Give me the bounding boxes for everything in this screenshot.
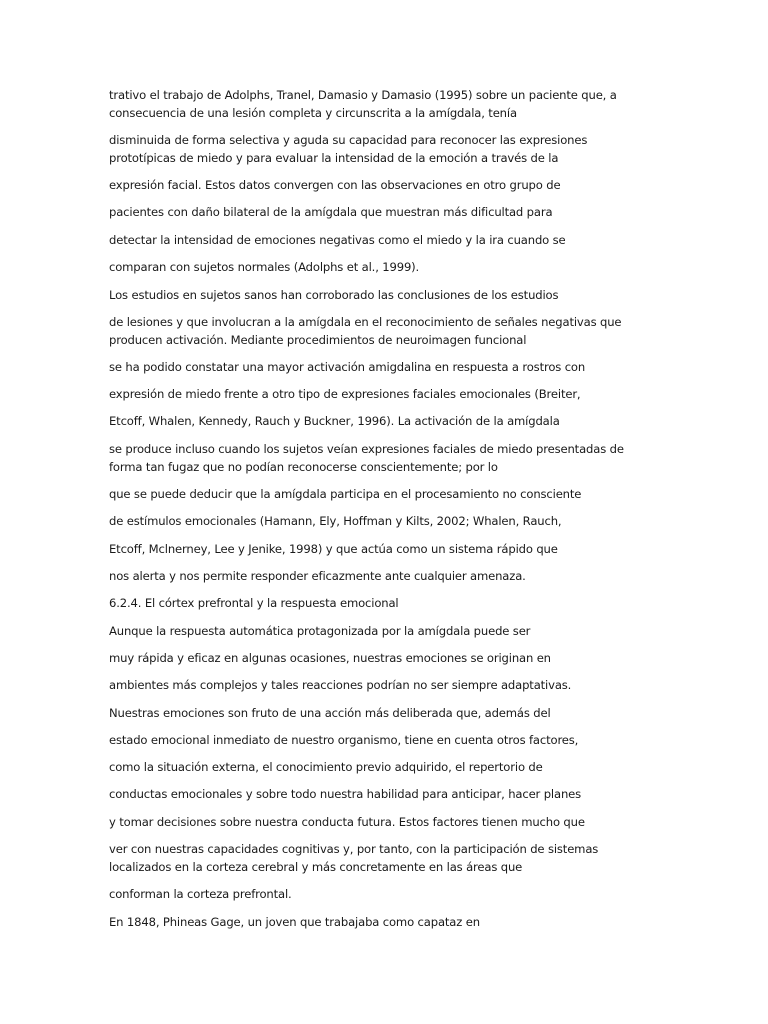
text-line: Etcoff, Whalen, Kennedy, Rauch y Buckner, 1996). La activación de la amígdala (109, 414, 560, 428)
text-line: Los estudios en sujetos sanos han corroborado las conclusiones de los estudios (109, 288, 559, 302)
text-line: ambientes más complejos y tales reacciones podrían no ser siempre adaptativas. (109, 678, 572, 692)
text-line: muy rápida y eficaz en algunas ocasiones, nuestras emociones se originan en (109, 651, 551, 665)
text-line: se ha podido constatar una mayor activación amigdalina en respuesta a rostros con (109, 360, 586, 374)
text-line: de estímulos emocionales (Hamann, Ely, Hoffman y Kilts, 2002; Whalen, Rauch, (109, 514, 562, 528)
text-line: expresión de miedo frente a otro tipo de expresiones faciales emocionales (Breiter, (109, 387, 581, 401)
text-line: y tomar decisiones sobre nuestra conducta futura. Estos factores tienen mucho que (109, 815, 585, 829)
text-line: localizados en la corteza cerebral y más concretamente en las áreas que (109, 860, 523, 874)
text-line: expresión facial. Estos datos convergen con las observaciones en otro grupo de (109, 178, 561, 192)
text-line: pacientes con daño bilateral de la amígdala que muestran más dificultad para (109, 205, 553, 219)
text-line: de lesiones y que involucran a la amígdala en el reconocimiento de señales negativas que (109, 315, 622, 329)
text-line: conforman la corteza prefrontal. (109, 887, 292, 901)
text-line: que se puede deducir que la amígdala participa en el procesamiento no consciente (109, 487, 582, 501)
text-line: trativo el trabajo de Adolphs, Tranel, Damasio y Damasio (1995) sobre un paciente que, a (109, 88, 617, 102)
text-line: como la situación externa, el conocimiento previo adquirido, el repertorio de (109, 760, 543, 774)
section-heading: 6.2.4. El córtex prefrontal y la respuesta emocional (109, 596, 399, 610)
text-line: producen activación. Mediante procedimientos de neuroimagen funcional (109, 333, 527, 347)
text-line: conductas emocionales y sobre todo nuestra habilidad para anticipar, hacer planes (109, 787, 582, 801)
text-line: En 1848, Phineas Gage, un joven que trabajaba como capataz en (109, 915, 480, 929)
text-line: ver con nuestras capacidades cognitivas y, por tanto, con la participación de sistemas (109, 842, 599, 856)
text-line: consecuencia de una lesión completa y circunscrita a la amígdala, tenía (109, 106, 517, 120)
text-line: prototípicas de miedo y para evaluar la intensidad de la emoción a través de la (109, 151, 559, 165)
text-line: comparan con sujetos normales (Adolphs et al., 1999). (109, 260, 420, 274)
text-line: forma tan fugaz que no podían reconocerse conscientemente; por lo (109, 460, 498, 474)
text-line: nos alerta y nos permite responder eficazmente ante cualquier amenaza. (109, 569, 526, 583)
text-line: disminuida de forma selectiva y aguda su capacidad para reconocer las expresiones (109, 133, 588, 147)
text-line: estado emocional inmediato de nuestro organismo, tiene en cuenta otros factores, (109, 733, 579, 747)
text-line: Nuestras emociones son fruto de una acción más deliberada que, además del (109, 706, 551, 720)
text-line: Aunque la respuesta automática protagonizada por la amígdala puede ser (109, 624, 531, 638)
text-line: Etcoff, Mclnerney, Lee y Jenike, 1998) y que actúa como un sistema rápido que (109, 542, 558, 556)
text-line: detectar la intensidad de emociones negativas como el miedo y la ira cuando se (109, 233, 566, 247)
text-line: se produce incluso cuando los sujetos veían expresiones faciales de miedo presentadas de (109, 442, 624, 456)
